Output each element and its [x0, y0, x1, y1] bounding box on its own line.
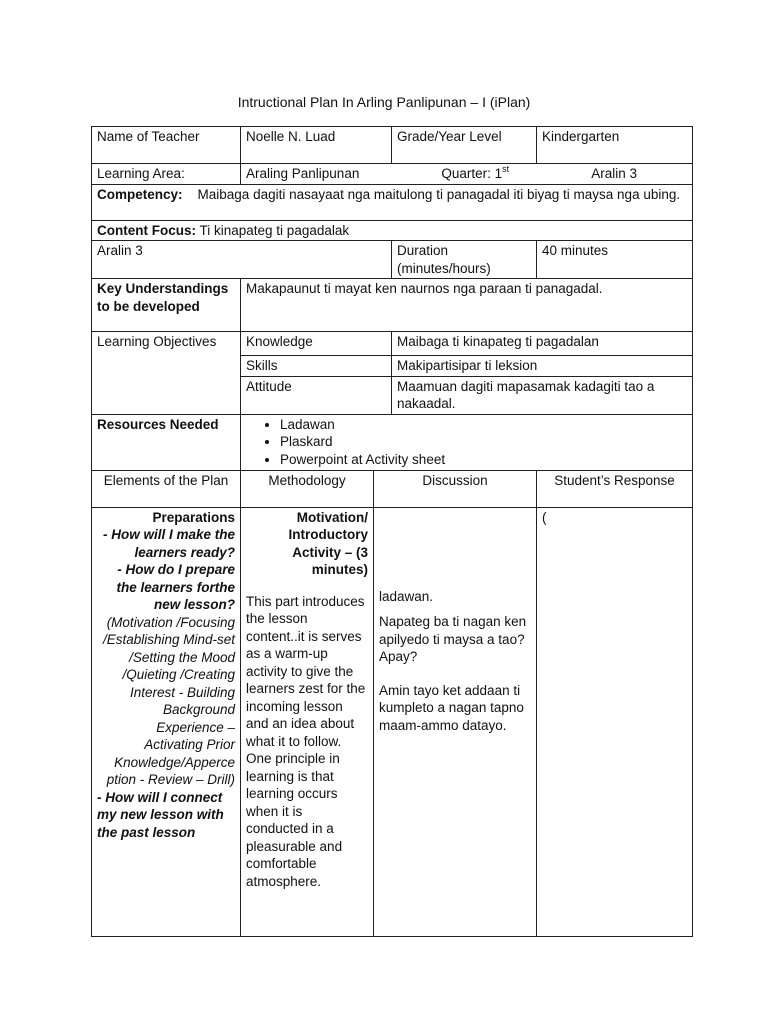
resources-row: [92, 414, 693, 470]
methodology-text: This part introduces the lesson content..it is serves as a warm-up activity to give the learners zest for the incoming lesson and an idea about what it to follow. One principle in learning is that learning occurs when it is conducted in a pleasurable and comfortable atmosphere.: [246, 593, 366, 889]
learning-area-line: [241, 164, 693, 185]
competency-row: [92, 184, 693, 220]
header-response: Student’s Response: [537, 470, 693, 507]
key-understandings-row: [92, 279, 693, 332]
header-methodology: Methodology: [241, 470, 374, 507]
plan-header-row: [92, 470, 693, 507]
discussion-paragraph: ladawan.: [379, 588, 434, 604]
preparations-note: (Motivation /Focusing /Establishing Mind-set /Setting the Mood /Quieting /Creating Interest - Building Background Experience – Activating Prior Knowledge/Apperce ption - Review – Drill): [102, 614, 235, 787]
resource-item: • Ladawan: [280, 416, 687, 434]
learning-area-value: Araling Panlipunan: [246, 166, 360, 181]
resources-label: Resources Needed: [92, 414, 241, 470]
teacher-value: Noelle N. Luad: [241, 127, 392, 164]
attitude-value: Maamuan dagiti mapasamak kadagiti tao a nakaadal.: [392, 376, 693, 414]
attitude-label: Attitude: [241, 376, 392, 414]
duration-value: 40 minutes: [537, 241, 693, 279]
preparations-question-ready: - How will I make the learners ready?: [102, 527, 235, 560]
resources-cell: [241, 414, 693, 470]
learning-objectives-label: Learning Objectives: [92, 332, 241, 415]
key-understandings-label: Key Understandings to be developed: [92, 279, 241, 332]
knowledge-value: Maibaga ti kinapateg ti pagadalan: [392, 332, 693, 356]
teacher-row: [92, 127, 693, 164]
knowledge-label: Knowledge: [241, 332, 392, 356]
competency-cell: [92, 184, 693, 220]
header-elements: Elements of the Plan: [92, 470, 241, 507]
preparations-row: [92, 507, 693, 936]
learning-area-row: [92, 164, 693, 185]
header-discussion: Discussion: [374, 470, 537, 507]
learning-area-label: Learning Area:: [92, 164, 241, 185]
duration-label: Duration (minutes/hours): [392, 241, 537, 279]
discussion-paragraph: Amin tayo ket addaan ti kumpleto a nagan tapno maam-ammo datayo.: [379, 682, 524, 733]
skills-value: Makipartisipar ti leksion: [392, 356, 693, 377]
content-focus-label: Content Focus:: [97, 222, 196, 238]
skills-label: Skills: [241, 356, 392, 377]
resources-list: [246, 416, 687, 469]
key-understandings-value: Makapaunut ti mayat ken naurnos nga paraan ti panagadal.: [241, 279, 693, 332]
knowledge-row: [92, 332, 693, 356]
content-focus-row: [92, 220, 693, 241]
instructional-plan-table: [91, 126, 693, 937]
preparations-question-connect: - How will I connect my new lesson with the past lesson: [97, 789, 224, 840]
methodology-cell: [241, 507, 374, 936]
content-focus-cell: [92, 220, 693, 241]
discussion-cell: [374, 507, 537, 936]
aralin-value: Aralin 3: [591, 166, 637, 181]
resource-item: • Powerpoint at Activity sheet: [280, 451, 687, 469]
aralin-row-label: Aralin 3: [92, 241, 392, 279]
content-focus-value: Ti kinapateg ti pagadalak: [199, 222, 350, 238]
document-title: Intructional Plan In Arling Panlipunan – I (iPlan): [237, 94, 531, 110]
preparations-question-prepare: - How do I prepare the learners forthe new lesson?: [116, 562, 235, 612]
competency-value: Maibaga dagiti nasayaat nga maitulong ti panagadal iti biyag ti maysa nga ubing.: [197, 186, 681, 202]
methodology-heading: Motivation/ Introductory Activity – (3 minutes): [288, 509, 368, 577]
grade-label: Grade/Year Level: [392, 127, 537, 164]
grade-value: Kindergarten: [537, 127, 693, 164]
teacher-label: Name of Teacher: [92, 127, 241, 164]
duration-row: [92, 241, 693, 279]
preparations-heading: Preparations: [152, 509, 235, 525]
resource-item: • Plaskard: [280, 433, 687, 451]
competency-label: Competency:: [97, 186, 183, 202]
response-cell: (: [537, 507, 693, 936]
quarter-label: Quarter: 1st: [441, 164, 510, 181]
preparations-cell: [92, 507, 241, 936]
discussion-paragraph: Napateg ba ti nagan ken apilyedo ti maysa a tao? Apay?: [379, 614, 527, 664]
